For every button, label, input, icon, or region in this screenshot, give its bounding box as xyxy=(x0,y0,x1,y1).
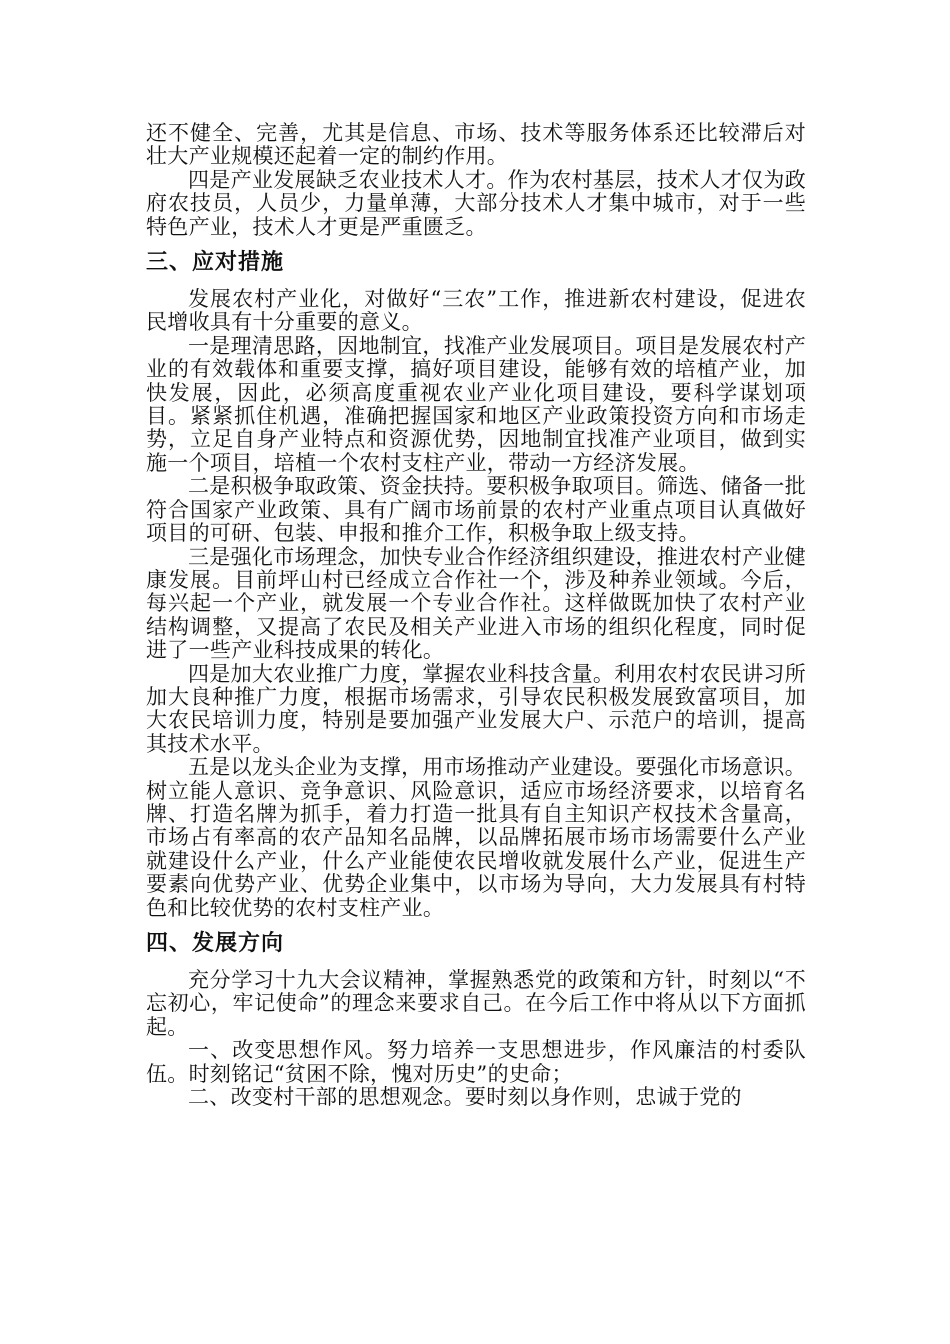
paragraph: 四是加大农业推广力度，掌握农业科技含量。利用农村农民讲习所加大良种推广力度，根据市场需求，引导农民积极发展致富项目，加大农民培训力度，特别是要加强产业发展大户、示范户的培训，提高其技术水平。 xyxy=(146,661,806,756)
paragraph: 一是理清思路，因地制宜，找准产业发展项目。项目是发展农村产业的有效载体和重要支撑，搞好项目建设，能够有效的培植产业，加快发展，因此，必须高度重视农业产业化项目建设，要科学谋划项目。紧紧抓住机遇，准确把握国家和地区产业政策投资方向和市场走势，立足自身产业特点和资源优势，因地制宜找准产业项目，做到实施一个项目，培植一个农村支柱产业，带动一方经济发展。 xyxy=(146,333,806,475)
document-body xyxy=(146,122,806,1109)
paragraph: 二、改变村干部的思想观念。要时刻以身作则，忠诚于党的 xyxy=(188,1085,742,1110)
paragraph: 发展农村产业化，对做好“三农”工作，推进新农村建设，促进农民增收具有十分重要的意义。 xyxy=(146,287,806,335)
paragraph: 还不健全、完善，尤其是信息、市场、技术等服务体系还比较滞后对壮大产业规模还起着一定的制约作用。 xyxy=(146,121,806,169)
paragraph: 四是产业发展缺乏农业技术人才。作为农村基层，技术人才仅为政府农技员，人员少，力量单薄，大部分技术人才集中城市，对于一些特色产业，技术人才更是严重匮乏。 xyxy=(146,167,806,239)
paragraph: 充分学习十九大会议精神，掌握熟悉党的政策和方针，时刻以“不忘初心，牢记使命”的理念来要求自己。在今后工作中将从以下方面抓起。 xyxy=(146,968,806,1039)
paragraph: 一、改变思想作风。努力培养一支思想进步，作风廉洁的村委队伍。时刻铭记“贫困不除，愧对历史”的史命； xyxy=(146,1038,806,1086)
section-heading: 三、应对措施 xyxy=(146,250,285,276)
paragraph: 三是强化市场理念，加快专业合作经济组织建设，推进农村产业健康发展。目前坪山村已经成立合作社一个，涉及种养业领域。今后，每兴起一个产业，就发展一个专业合作社。这样做既加快了农村产业结构调整，又提高了农民及相关产业进入市场的组织化程度，同时促进了一些产业科技成果的转化。 xyxy=(146,544,806,663)
section-heading: 四、发展方向 xyxy=(146,931,285,956)
paragraph: 五是以龙头企业为支撑，用市场推动产业建设。要强化市场意识。树立能人意识、竞争意识、风险意识，适应市场经济要求，以培育名牌、打造名牌为抓手，着力打造一批具有自主知识产权技术含量高，市场占有率高的农产品知名品牌，以品牌拓展市场市场需要什么产业就建设什么产业，什么产业能使农民增收就发展什么产业，促进生产要素向优势产业、优势企业集中，以市场为导向，大力发展具有村特色和比较优势的农村支柱产业。 xyxy=(146,755,806,920)
paragraph: 二是积极争取政策、资金扶持。要积极争取项目。筛选、储备一批符合国家产业政策、具有广阔市场前景的农村产业重点项目认真做好项目的可研、包装、申报和推介工作，积极争取上级支持。 xyxy=(146,474,806,546)
